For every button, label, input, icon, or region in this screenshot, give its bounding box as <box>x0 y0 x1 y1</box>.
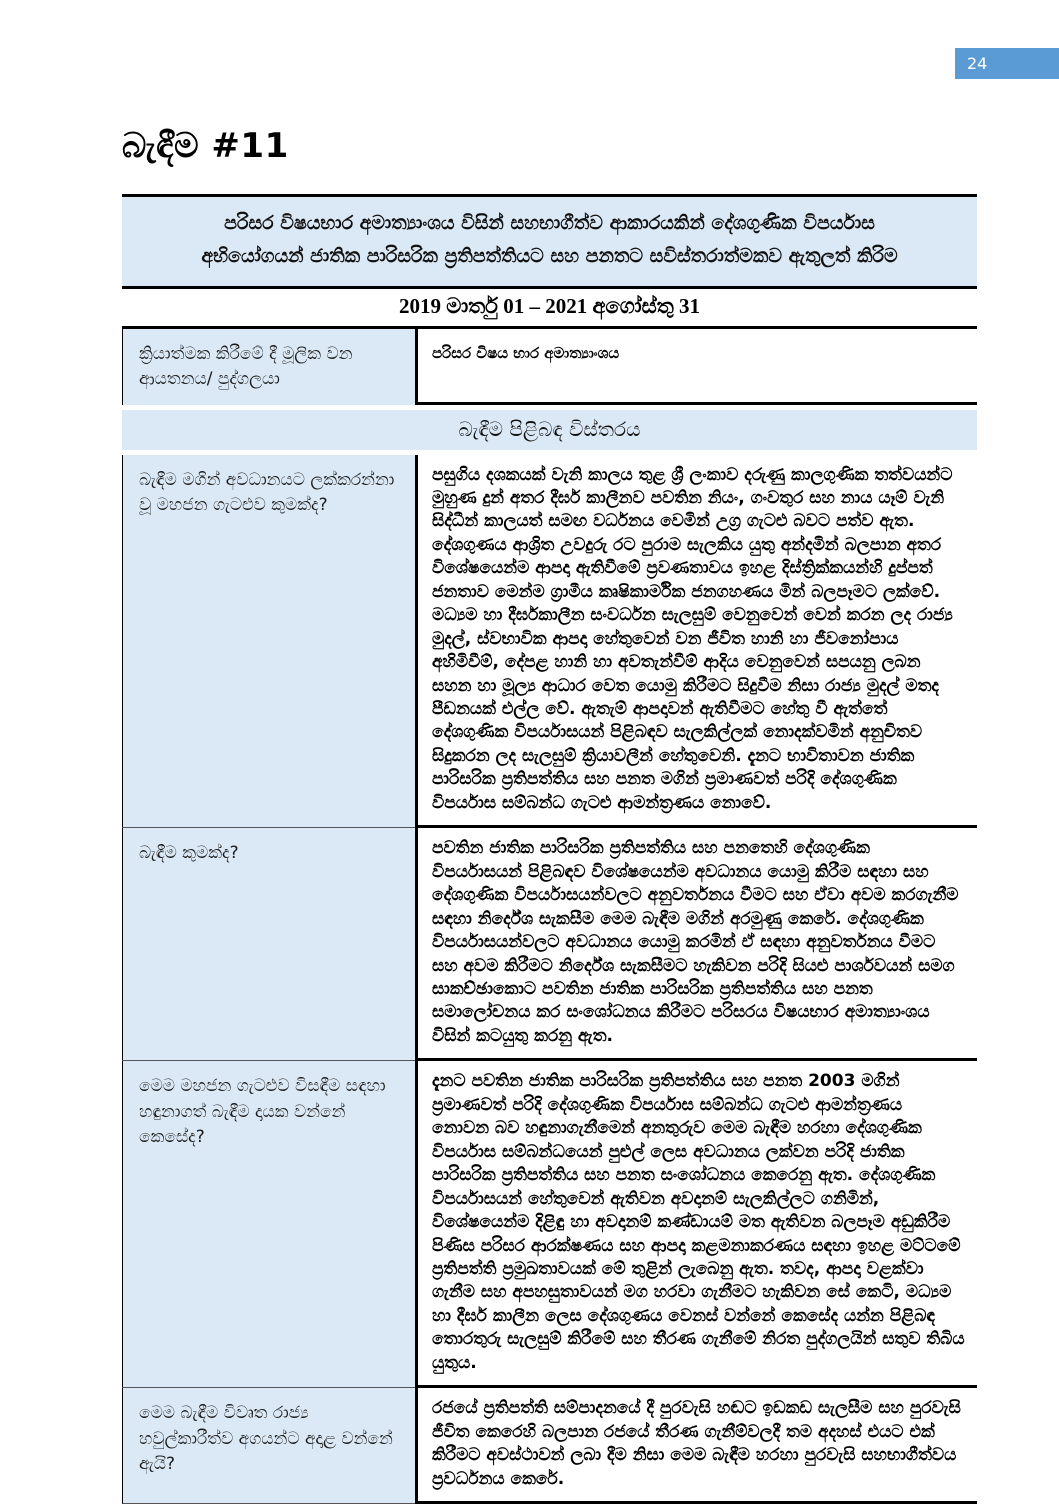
commitment-date-range: 2019 මාර්තු 01 – 2021 අගෝස්තු 31 <box>122 289 977 329</box>
document-page <box>122 0 977 1504</box>
table-row <box>122 1061 977 1388</box>
commitment-header <box>122 194 977 289</box>
commitment-header-line2: අභියෝගයන් ජාතික පාරිසරික ප්‍රතිපත්තියට සහ පනතට සවිස්තරාත්මකව ඇතුලත් කිරිම <box>201 245 898 268</box>
lead-agency-label: ක්‍රියාත්මක කිරීමේ දී මූලික වන ආයතනය/ පුද්ගලයා <box>122 329 415 405</box>
answer-cell: රජයේ ප්‍රතිපත්ති සම්පාදනයේ දී පුරවැසි හඬට ඉඩකඩ සැලසීම සහ පුරවැසි ජීවිත කෙරෙහි බලපාන රජයේ තීරණ ගැනීම්වලදී තම අදහස් එයට එක් කිරීමට අවස්ථාවන් ලබා දීම නිසා මෙම බැඳීම හරහා පුරවැසි සහභාගීත්වය ප්‍රවර්ධනය කෙරේ. <box>415 1388 977 1504</box>
commitment-table <box>122 194 977 1504</box>
question-cell: බැඳීම කුමක්ද? <box>122 828 415 1061</box>
commitment-header-line1: පරිසර විෂයභාර අමාත්‍යාංශය විසින් සහභාගීත්ව ආකාරයකින් දේශගුණික විපර්යාස <box>224 212 875 234</box>
page-number-text: 24 <box>967 54 988 73</box>
table-row <box>122 455 977 829</box>
table-row <box>122 1388 977 1504</box>
question-cell: මෙම බැඳීම විවෘත රාජ්‍ය හවුල්කාරීත්ව අගයන්ට අදාළ වන්නේ ඇයි? <box>122 1388 415 1504</box>
lead-agency-row <box>122 329 977 405</box>
section-title-band: බැඳීම පිළිබඳ විස්තරය <box>122 410 977 450</box>
answer-cell: පසුගිය දශකයක් වැනි කාලය තුළ ශ්‍රී ලංකාව දරුණු කාලගුණික තත්වයන්ට මුහුණ දුන් අතර දීර්ඝ කාලීනව පවතින නියං, ගංවතුර සහ නාය යෑම් වැනි සිද්ධීන් කාලයත් සමඟ වර්ධනය වෙමින් උග්‍ර ගැටළු බවට පත්ව ඇත. දේශගුණය ආශ්‍රිත උවදුරු රට පුරාම සැලකිය යුතු අන්දමින් බලපාන අතර විශේෂයෙන්ම ආපදා ඇතිවීමේ ප්‍රවණතාවය ඉහළ දිස්ත්‍රික්කයන්හි දුප්පත් ජනතාව මෙන්ම ග්‍රාමීය කෘෂිකාර්මික ජනගහණය මින් බලපෑමට ලක්වේ. මධ්‍යම හා දීර්ඝකාලීන සංවර්ධන සැලසුම් වෙනුවෙන් වෙන් කරන ලද රාජ්‍ය මුදල්, ස්වභාවික ආපදා හේතුවෙන් වන ජීවිත හානි හා ජීවනෝපාය අහිමිවීම්, දේපළ හානි හා අවතැන්වීම් ආදිය වෙනුවෙන් සපයනු ලබන සහන හා මූල්‍ය ආධාර වෙත යොමු කිරීමට සිදුවීම නිසා රාජ්‍ය මුදල් මතද පීඩනයක් එල්ල වේ. ඇතැම් ආපදාවන් ඇතිවීමට හේතු වී ඇත්තේ දේශගුණික විපර්යාසයන් පිළිබඳව සැලකිල්ලක් නොදක්වමින් අනුචිතව සිදුකරන ලද සැලසුම් ක්‍රියාවලීන් හේතුවෙනි. දැනට භාවිතාවන ජාතික පාරිසරික ප්‍රතිපත්තිය සහ පනත මගින් ප්‍රමාණවත් පරිදි දේශගුණික විපර්යාස සම්බන්ධ ගැටළු ආමන්ත්‍රණය නොවේ. <box>415 455 977 829</box>
lead-agency-value: පරිසර විෂය භාර අමාත්‍යාංශය <box>415 329 977 405</box>
question-cell: බැඳීම මගින් අවධානයට ලක්කරන්නා වූ මහජන ගැටළුව කුමක්ද? <box>122 455 415 829</box>
table-row <box>122 828 977 1061</box>
page-title: බැඳීම #11 <box>122 126 289 166</box>
answer-cell: දැනට පවතින ජාතික පාරිසරික ප්‍රතිපත්තිය සහ පනත 2003 මගින් ප්‍රමාණවත් පරිදි දේශගුණික විපර්යාස සම්බන්ධ ගැටළු ආමන්ත්‍රණය නොවන බව හඳුනාගැනීමෙන් අනතුරුව මෙම බැඳීම හරහා දේශගුණික විපර්යාස සම්බන්ධයෙන් පුළුල් ලෙස අවධානය ලක්වන පරිදි ජාතික පාරිසරික ප්‍රතිපත්තිය සහ පනත සංශෝධනය කෙරෙනු ඇත. දේශගුණික විපර්යාසයන් හේතුවෙන් ඇතිවන අවදානම් සැලකිල්ලට ගනිමින්, විශේෂයෙන්ම දිළිඳු හා අවදානම් කණ්ඩායම් මත ඇතිවන බලපෑම අඩුකිරීම පිණිස පරිසර ආරක්ෂණය සහ ආපදා කළමනාකරණය සඳහා ඉහළ මට්ටමේ ප්‍රතිපත්ති ප්‍රමුඛතාවයක් මේ තුළින් ලැබෙනු ඇත. තවද, ආපදා වළක්වා ගැනීම සහ අපහසුතාවයන් මග හරවා ගැනීමට හැකිවන සේ කෙටි, මධ්‍යම හා දීර්ඝ කාලීන ලෙස දේශගුණය වෙනස් වන්නේ කෙසේද යන්න පිළිබඳ තොරතුරු සැලසුම් කිරීමේ සහ තීරණ ගැනීමේ නිරත පුද්ගලයින් සතුව තිබිය යුතුය. <box>415 1061 977 1388</box>
question-cell: මෙම මහජන ගැටළුව විසඳීම සඳහා හඳුනාගත් බැඳීම දායක වන්නේ කෙසේද? <box>122 1061 415 1388</box>
answer-cell: පවතින ජාතික පාරිසරික ප්‍රතිපත්තිය සහ පනතෙහි දේශගුණික විපර්යාසයන් පිළිබඳව විශේෂයෙන්ම අවධානය යොමු කිරීම සඳහා සහ දේශගුණික විපර්යාසයන්වලට අනුවර්තනය වීමට සහ ඒවා අවම කරගැනීම සඳහා නිර්දේශ සැකසීම මෙම බැඳීම මගින් අරමුණු කෙරේ. දේශගුණික විපර්යාසයන්වලට අවධානය යොමු කරමින් ඒ සඳහා අනුවර්තනය වීමට සහ අවම කිරීමට නිර්දේශ සැකසීමට හැකිවන පරිදි සියළු පාර්ශවයන් සමග සාකච්ඡාකොට පවතින ජාතික පාරිසරික ප්‍රතිපත්තිය සහ පනත සමාලෝචනය කර සංශෝධනය කිරීමට පරිසරය විෂයභාර අමාත්‍යාංශය විසින් කටයුතු කරනු ඇත. <box>415 828 977 1061</box>
